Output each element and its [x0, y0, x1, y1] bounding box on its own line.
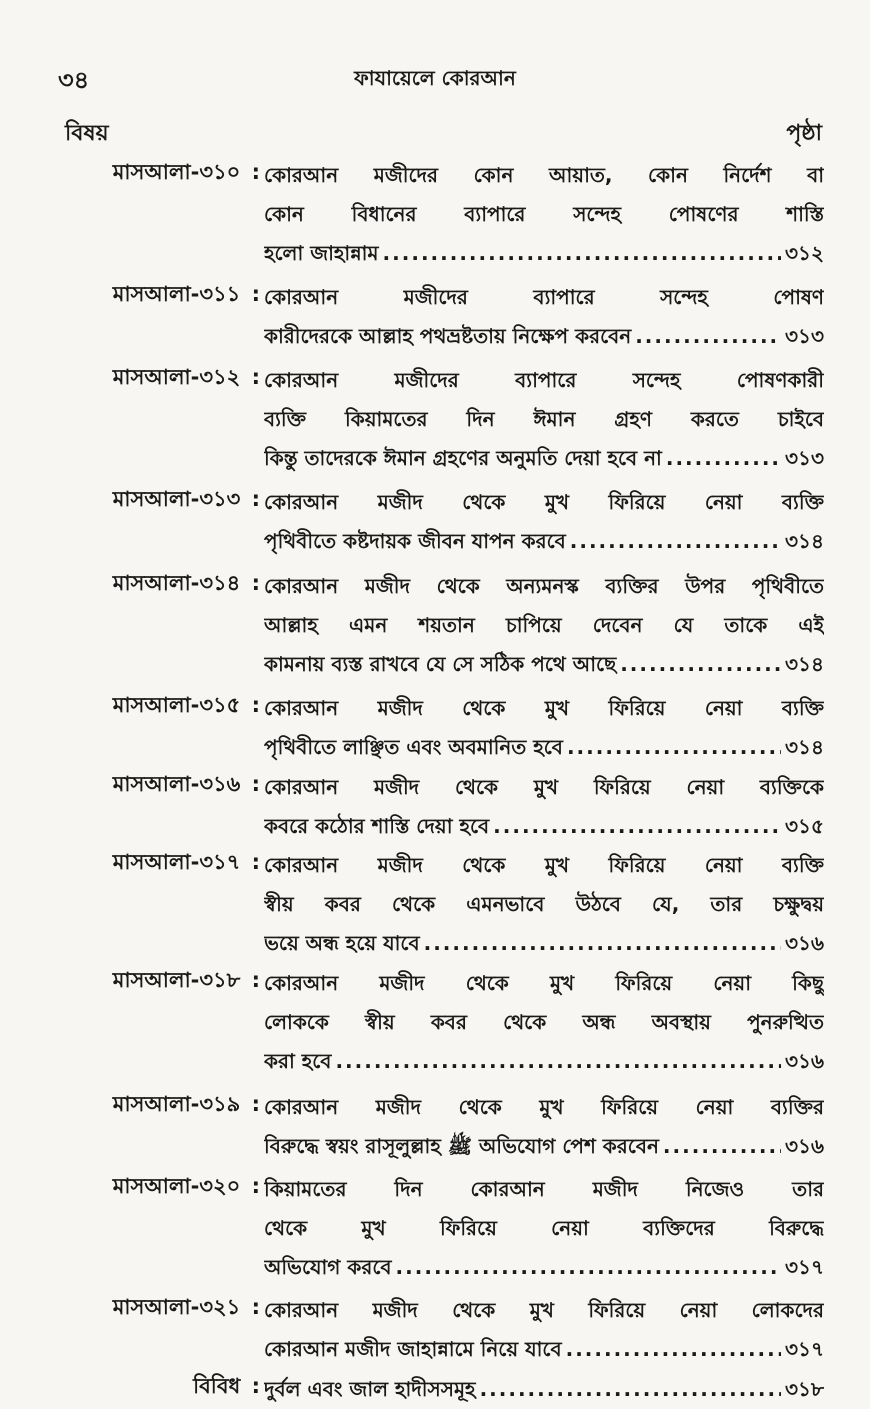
- entry-body: [264, 1370, 824, 1409]
- entry-page-number: ৩১৪: [785, 735, 824, 759]
- leader-dots: [663, 1127, 781, 1166]
- entry-line: কোরআন মজীদ থেকে মুখ ফিরিয়ে নেয়া ব্যক্তিকে: [264, 775, 824, 799]
- entry-line: লোককে স্বীয় কবর থেকে অন্ধ অবস্থায় পুনরুত্থিত: [264, 1010, 824, 1034]
- entry-line: কোরআন মজীদ থেকে মুখ ফিরিয়ে নেয়া ব্যক্তির: [264, 1095, 824, 1119]
- toc-entry: [0, 958, 870, 1082]
- leader-dots: [335, 1042, 781, 1081]
- entry-label-separator: :: [244, 968, 260, 992]
- toc-entry: [0, 561, 870, 683]
- entry-line: কোরআন মজীদ থেকে মুখ ফিরিয়ে নেয়া ব্যক্তি: [264, 853, 824, 877]
- entry-page-number: ৩১৩: [785, 446, 824, 470]
- entry-line: থেকে মুখ ফিরিয়ে নেয়া ব্যক্তিদের বিরুদ্ধে: [264, 1216, 824, 1240]
- entry-body: [264, 964, 824, 1081]
- entry-label: [70, 278, 260, 313]
- entry-line: [264, 1248, 824, 1287]
- entry-body: [264, 567, 824, 684]
- entry-label-text: মাসআলা-৩১৬: [112, 772, 241, 796]
- entry-label-separator: :: [244, 160, 260, 184]
- leader-dots: [480, 1370, 781, 1409]
- entry-line-text: ভয়ে অন্ধ হয়ে যাবে: [264, 931, 420, 955]
- entry-body: [264, 1088, 824, 1166]
- entry-line-text: কারীদেরকে আল্লাহ পথভ্রষ্টতায় নিক্ষেপ করবেন: [264, 324, 632, 348]
- toc-entry: [0, 1285, 870, 1364]
- entry-label-separator: :: [244, 772, 260, 796]
- entry-body: [264, 846, 824, 963]
- entry-page-number: ৩১৭: [785, 1255, 824, 1279]
- entry-page-number: ৩১২: [785, 241, 824, 265]
- entry-line: [264, 1370, 824, 1409]
- entry-label-text: মাসআলা-৩১১: [112, 282, 241, 306]
- entry-label-separator: :: [244, 487, 260, 511]
- entry-line-text: দুর্বল এবং জাল হাদীসসমূহ: [264, 1377, 476, 1401]
- entry-label-text: মাসআলা-৩১৮: [112, 968, 241, 992]
- column-header-page: পৃষ্ঠা: [786, 121, 822, 146]
- entry-page-number: ৩১৬: [785, 931, 824, 955]
- entry-body: [264, 768, 824, 846]
- entry-page-number: ৩১৬: [785, 1134, 824, 1158]
- leader-dots: [396, 1248, 781, 1287]
- entry-line-text: পৃথিবীতে কষ্টদায়ক জীবন যাপন করবে: [264, 529, 566, 553]
- entry-line: কোরআন মজীদ থেকে মুখ ফিরিয়ে নেয়া কিছু: [264, 971, 824, 995]
- entry-label: [70, 156, 260, 191]
- toc-entry: [0, 683, 870, 762]
- entry-line: কোরআন মজীদ থেকে মুখ ফিরিয়ে নেয়া লোকদের: [264, 1298, 824, 1322]
- entry-label: [70, 964, 260, 999]
- entry-label-separator: :: [244, 571, 260, 595]
- entry-label-separator: :: [244, 282, 260, 306]
- entry-body: [264, 483, 824, 561]
- entry-line: [264, 1042, 824, 1081]
- toc-entry: [0, 1364, 870, 1404]
- toc-entry: [0, 840, 870, 958]
- entry-line: কোন বিধানের ব্যাপারে সন্দেহ পোষণের শাস্তি: [264, 202, 824, 226]
- entry-line: কোরআন মজীদ থেকে মুখ ফিরিয়ে নেয়া ব্যক্তি: [264, 696, 824, 720]
- entry-line-text: কামনায় ব্যস্ত রাখবে যে সে সঠিক পথে আছে: [264, 652, 617, 676]
- entry-label-text: মাসআলা-৩২০: [112, 1174, 241, 1198]
- entry-body: [264, 689, 824, 767]
- entry-label-text: বিবিধ: [193, 1374, 241, 1398]
- entry-line: আল্লাহ এমন শয়তান চাপিয়ে দেবেন যে তাকে এই: [264, 613, 824, 637]
- entry-label-separator: :: [244, 365, 260, 389]
- toc-entry: [0, 272, 870, 355]
- leader-dots: [570, 522, 781, 561]
- entry-label: [70, 361, 260, 396]
- entry-page-number: ৩১৩: [785, 324, 824, 348]
- entry-line: [264, 234, 824, 273]
- entry-line: [264, 645, 824, 684]
- contents-list: [0, 150, 870, 1404]
- leader-dots: [666, 439, 781, 478]
- page-number: ৩৪: [58, 66, 90, 94]
- entry-label: [70, 1370, 260, 1405]
- entry-label-text: মাসআলা-৩১২: [112, 365, 241, 389]
- entry-label: [70, 846, 260, 881]
- entry-page-number: ৩১৬: [785, 1049, 824, 1073]
- entry-label-separator: :: [244, 1174, 260, 1198]
- entry-page-number: ৩১৭: [785, 1337, 824, 1361]
- entry-page-number: ৩১৪: [785, 529, 824, 553]
- entry-label: [70, 768, 260, 803]
- entry-line: [264, 439, 824, 478]
- entry-label-separator: :: [244, 693, 260, 717]
- leader-dots: [383, 234, 781, 273]
- entry-line-text: অভিযোগ করবে: [264, 1255, 392, 1279]
- entry-label-text: মাসআলা-৩১৭: [112, 850, 241, 874]
- entry-page-number: ৩১৫: [785, 814, 824, 838]
- entry-label-separator: :: [244, 850, 260, 874]
- entry-line-text: কোরআন মজীদ জাহান্নামে নিয়ে যাবে: [264, 1337, 562, 1361]
- entry-label-separator: :: [244, 1295, 260, 1319]
- running-title: ফাযায়েলে কোরআন: [354, 66, 516, 90]
- entry-line: [264, 522, 824, 561]
- entry-body: [264, 1170, 824, 1287]
- entry-label-text: মাসআলা-৩১৪: [112, 571, 241, 595]
- entry-label: [70, 1088, 260, 1123]
- entry-line: কোরআন মজীদ থেকে মুখ ফিরিয়ে নেয়া ব্যক্তি: [264, 490, 824, 514]
- entry-label-text: মাসআলা-৩১০: [112, 160, 241, 184]
- entry-label-text: মাসআলা-৩১৫: [112, 693, 241, 717]
- entry-line: কিয়ামতের দিন কোরআন মজীদ নিজেও তার: [264, 1177, 824, 1201]
- entry-label-text: মাসআলা-৩২১: [112, 1295, 241, 1319]
- leader-dots: [620, 645, 781, 684]
- entry-label: [70, 1170, 260, 1205]
- toc-entry: [0, 150, 870, 272]
- leader-dots: [635, 317, 781, 356]
- toc-entry: [0, 477, 870, 561]
- entry-label-separator: :: [244, 1374, 260, 1398]
- entry-body: [264, 278, 824, 356]
- entry-line: কোরআন মজীদের কোন আয়াত, কোন নির্দেশ বা: [264, 163, 824, 187]
- entry-line: [264, 1127, 824, 1166]
- entry-line-text: কিন্তু তাদেরকে ঈমান গ্রহণের অনুমতি দেয়া হবে না: [264, 446, 662, 470]
- entry-line-text: পৃথিবীতে লাঞ্ছিত এবং অবমানিত হবে: [264, 735, 563, 759]
- entry-line: কোরআন মজীদের ব্যাপারে সন্দেহ পোষণকারী: [264, 368, 824, 392]
- entry-label: [70, 483, 260, 518]
- entry-line: [264, 317, 824, 356]
- entry-body: [264, 1291, 824, 1369]
- toc-entry: [0, 762, 870, 840]
- entry-label: [70, 1291, 260, 1326]
- entry-line-text: করা হবে: [264, 1049, 332, 1073]
- entry-page-number: ৩১৪: [785, 652, 824, 676]
- entry-line-text: বিরুদ্ধে স্বয়ং রাসূলুল্লাহ ﷺ অভিযোগ পেশ করবেন: [264, 1134, 659, 1158]
- entry-body: [264, 156, 824, 273]
- entry-label-text: মাসআলা-৩১৩: [112, 487, 241, 511]
- entry-line: স্বীয় কবর থেকে এমনভাবে উঠবে যে, তার চক্ষুদ্বয়: [264, 892, 824, 916]
- entry-body: [264, 361, 824, 478]
- column-header-subject: বিষয়: [65, 121, 109, 146]
- toc-entry: [0, 1164, 870, 1285]
- toc-entry: [0, 355, 870, 477]
- entry-label: [70, 689, 260, 724]
- toc-entry: [0, 1082, 870, 1164]
- entry-page-number: ৩১৮: [785, 1377, 824, 1401]
- entry-label-separator: :: [244, 1092, 260, 1116]
- entry-line: ব্যক্তি কিয়ামতের দিন ঈমান গ্রহণ করতে চাইবে: [264, 407, 824, 431]
- entry-line: কোরআন মজীদের ব্যাপারে সন্দেহ পোষণ: [264, 285, 824, 309]
- entry-label: [70, 567, 260, 602]
- entry-line-text: হলো জাহান্নাম: [264, 241, 379, 265]
- entry-label-text: মাসআলা-৩১৯: [112, 1092, 241, 1116]
- entry-line-text: কবরে কঠোর শাস্তি দেয়া হবে: [264, 814, 490, 838]
- entry-line: কোরআন মজীদ থেকে অন্যমনস্ক ব্যক্তির উপর পৃথিবীতে: [264, 574, 824, 598]
